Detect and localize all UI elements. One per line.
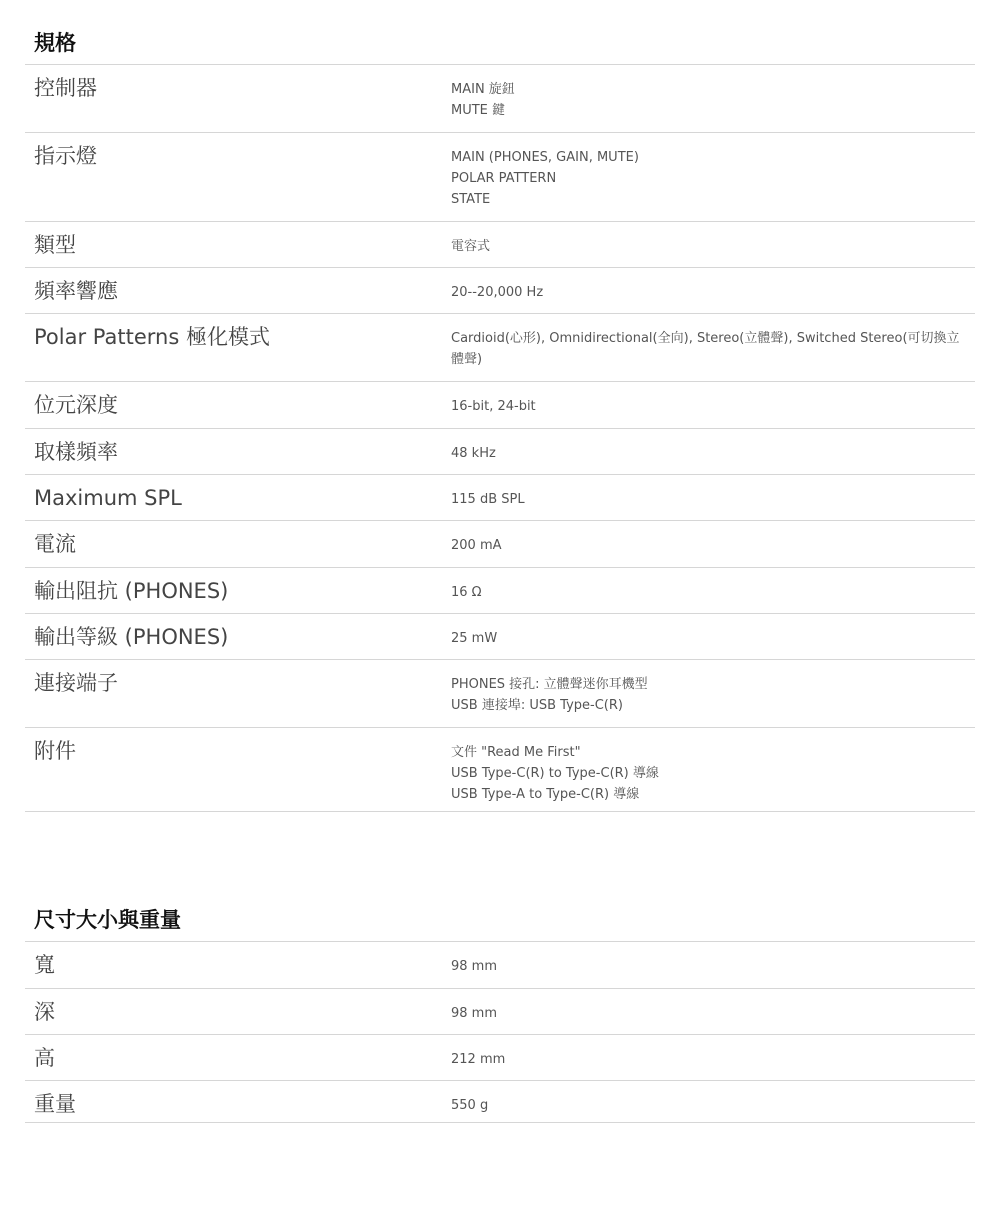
spec-label: 輸出等級 (PHONES) (34, 625, 229, 649)
spec-row-connectors (25, 660, 975, 728)
spec-label: 取樣頻率 (34, 440, 118, 464)
spec-value-line: 文件 "Read Me First" (451, 745, 581, 760)
spec-value (451, 728, 975, 811)
spec-value-line: 550 g (451, 1098, 489, 1113)
spec-row-current (25, 521, 975, 568)
spec-label: 頻率響應 (34, 279, 118, 303)
spec-row-indicators (25, 133, 975, 222)
spec-label: 輸出阻抗 (PHONES) (34, 579, 229, 603)
spec-value-line: Cardioid(心形), Omnidirectional(全向), Stereo(立體聲), Switched Stereo(可切換立體聲) (451, 331, 960, 367)
spec-value (451, 268, 975, 313)
spec-row-accessories (25, 728, 975, 812)
spec-value (451, 475, 975, 520)
dimension-row-weight (25, 1081, 975, 1123)
spec-value (451, 521, 975, 567)
spec-label: 連接端子 (34, 671, 118, 695)
spec-value-line: STATE (451, 192, 491, 207)
spec-label: 附件 (34, 739, 76, 763)
dimension-row-height (25, 1035, 975, 1081)
spec-value-line: USB 連接埠: USB Type-C(R) (451, 698, 623, 713)
spec-label: 指示燈 (34, 144, 97, 168)
spec-value (451, 429, 975, 474)
specs-section (25, 30, 975, 812)
spec-value (451, 133, 975, 221)
spec-label: 位元深度 (34, 393, 118, 417)
spec-value (451, 1035, 975, 1080)
dimension-row-depth (25, 989, 975, 1035)
spec-label: Polar Patterns 極化模式 (34, 325, 270, 349)
spec-value-line: 16-bit, 24-bit (451, 399, 536, 414)
spec-row-type (25, 222, 975, 268)
specs-title: 規格 (34, 31, 76, 55)
spec-row-output-impedance (25, 568, 975, 614)
spec-value-line: PHONES 接孔: 立體聲迷你耳機型 (451, 677, 648, 692)
spec-row-sample-rate (25, 429, 975, 475)
spec-value (451, 568, 975, 613)
spec-value-line: 48 kHz (451, 446, 496, 461)
spec-value-line: 200 mA (451, 538, 502, 553)
spec-row-polar-patterns (25, 314, 975, 382)
spec-value-line: 16 Ω (451, 585, 482, 600)
spec-row-output-level (25, 614, 975, 660)
spec-row-bit-depth (25, 382, 975, 429)
spec-label: 類型 (34, 233, 76, 257)
spec-value-line: MAIN 旋鈕 (451, 82, 515, 97)
spec-value-line: MUTE 鍵 (451, 103, 506, 118)
spec-value (451, 382, 975, 428)
spec-value (451, 222, 975, 267)
spec-row-max-spl (25, 475, 975, 521)
spec-value-line: USB Type-C(R) to Type-C(R) 導線 (451, 766, 659, 781)
spec-value (451, 942, 975, 988)
spec-label: 重量 (34, 1092, 76, 1116)
dimension-row-width (25, 942, 975, 989)
spec-label: 電流 (34, 532, 76, 556)
spec-row-controller (25, 65, 975, 133)
spec-value (451, 614, 975, 659)
spec-value-line: 115 dB SPL (451, 492, 525, 507)
spec-value-line: 20--20,000 Hz (451, 285, 544, 300)
spec-value-line: 98 mm (451, 1006, 498, 1021)
spec-value-line: MAIN (PHONES, GAIN, MUTE) (451, 150, 639, 165)
spec-label: 高 (34, 1046, 55, 1070)
spec-label: 深 (34, 1000, 55, 1024)
spec-value-line: USB Type-A to Type-C(R) 導線 (451, 787, 640, 802)
specs-table (25, 64, 975, 812)
spec-label: 寬 (34, 953, 55, 977)
spec-value-line: 98 mm (451, 959, 498, 974)
dimensions-table (25, 941, 975, 1123)
spec-value-line: POLAR PATTERN (451, 171, 557, 186)
spec-value-line: 25 mW (451, 631, 498, 646)
spec-label: 控制器 (34, 76, 97, 100)
spec-value (451, 660, 975, 727)
dimensions-section (25, 907, 975, 1123)
spec-value (451, 1081, 975, 1122)
spec-value (451, 314, 975, 381)
spec-label: Maximum SPL (34, 486, 182, 510)
spec-row-frequency-response (25, 268, 975, 314)
dimensions-title: 尺寸大小與重量 (34, 908, 181, 932)
spec-value (451, 989, 975, 1034)
spec-value-line: 電容式 (451, 239, 491, 254)
spec-value (451, 65, 975, 132)
spec-value-line: 212 mm (451, 1052, 506, 1067)
